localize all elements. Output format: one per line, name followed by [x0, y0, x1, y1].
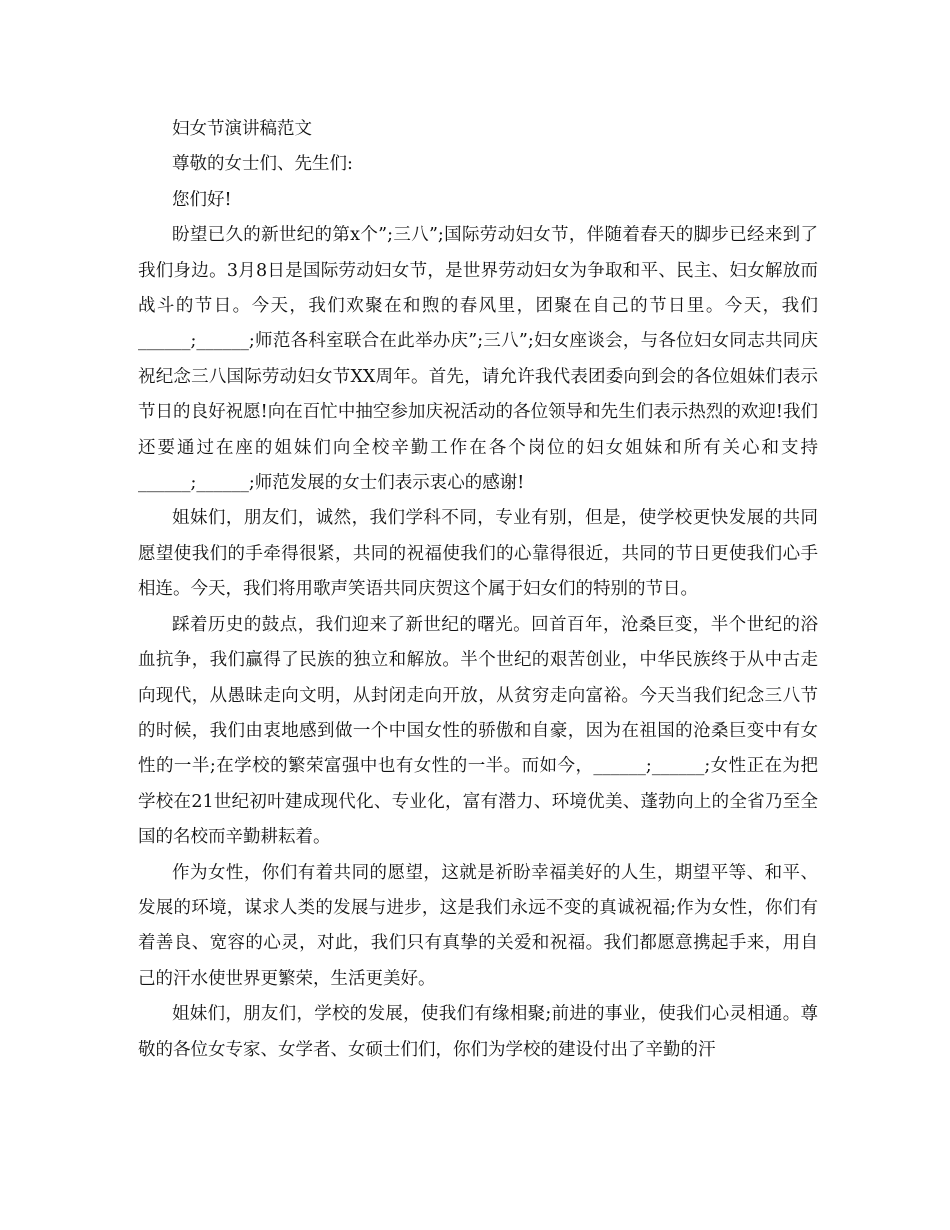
- paragraph-3: 踩着历史的鼓点，我们迎来了新世纪的曙光。回首百年，沧桑巨变，半个世纪的浴血抗争，我们赢得了民族的独立和解放。半个世纪的艰苦创业，中华民族终于从中古走向现代，从愚昧走向文明，从封闭走向开放，从贫穷走向富裕。今天当我们纪念三八节的时候，我们由衷地感到做一个中国女性的骄傲和自豪，因为在祖国的沧桑巨变中有女性的一半;在学校的繁荣富强中也有女性的一半。而如今，______;______;女性正在为把学校在21世纪初叶建成现代化、专业化，富有潜力、环境优美、蓬勃向上的全省乃至全国的名校而辛勤耕耘着。: [138, 614, 818, 848]
- document-body: [138, 112, 818, 1068]
- greeting: 您们好!: [172, 189, 232, 210]
- salutation: 尊敬的女士们、先生们:: [172, 154, 353, 175]
- paragraph-2: 姐妹们，朋友们，诚然，我们学科不同，专业有别，但是，使学校更快发展的共同愿望使我们的手牵得很紧，共同的祝福使我们的心靠得很近，共同的节日更使我们心手相连。今天，我们将用歌声笑语共同庆贺这个属于妇女们的特别的节日。: [138, 508, 818, 600]
- paragraph-1: 盼望已久的新世纪的第x个”;三八”;国际劳动妇女节，伴随着春天的脚步已经来到了我们身边。3月8日是国际劳动妇女节，是世界劳动妇女为争取和平、民主、妇女解放而战斗的节日。今天，我们欢聚在和煦的春风里，团聚在自己的节日里。今天，我们______;______;师范各科室联合在此举办庆”;三八”;妇女座谈会，与各位妇女同志共同庆祝纪念三八国际劳动妇女节XX周年。首先，请允许我代表团委向到会的各位姐妹们表示节日的良好祝愿!向在百忙中抽空参加庆祝活动的各位领导和先生们表示热烈的欢迎!我们还要通过在座的姐妹们向全校辛勤工作在各个岗位的妇女姐妹和所有关心和支持______;______;师范发展的女士们表示衷心的感谢!: [138, 225, 818, 494]
- document-title: 妇女节演讲稿范文: [172, 119, 312, 139]
- paragraph-4: 作为女性，你们有着共同的愿望，这就是祈盼幸福美好的人生，期望平等、和平、发展的环境，谋求人类的发展与进步，这是我们永远不变的真诚祝福;作为女性，你们有着善良、宽容的心灵，对此，我们只有真挚的关爱和祝福。我们都愿意携起手来，用自己的汗水使世界更繁荣，生活更美好。: [138, 862, 818, 989]
- paragraph-5: 姐妹们，朋友们，学校的发展，使我们有缘相聚;前进的事业，使我们心灵相通。尊敬的各位女专家、女学者、女硕士们们，你们为学校的建设付出了辛勤的汗: [138, 1004, 818, 1060]
